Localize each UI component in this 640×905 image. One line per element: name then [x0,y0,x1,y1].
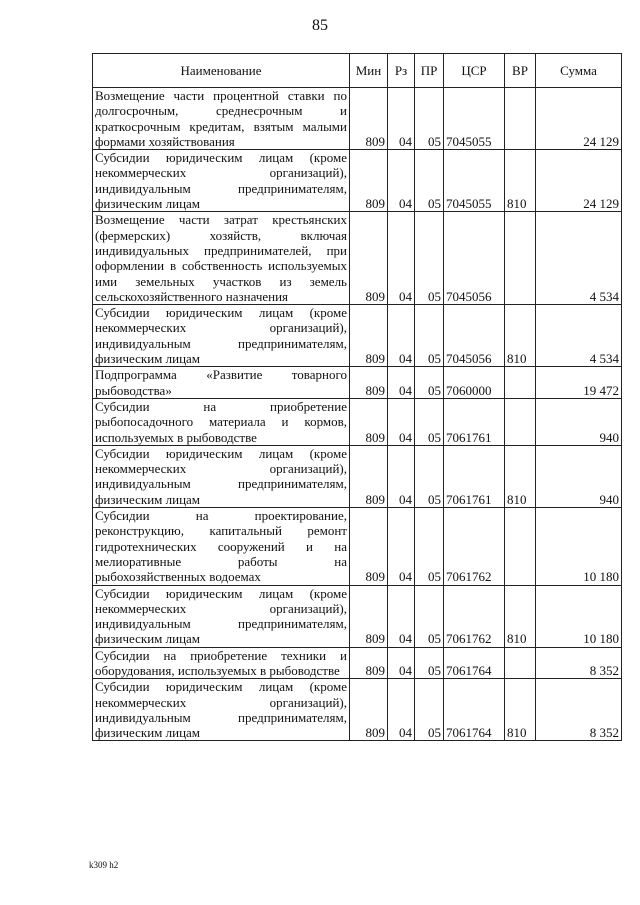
row-vr [505,212,536,305]
row-csr: 7061761 [444,445,505,507]
row-vr [505,88,536,150]
row-min: 809 [350,445,388,507]
row-rz: 04 [388,305,415,367]
header-pr: ПР [415,54,444,88]
table-row [93,305,622,367]
row-csr: 7060000 [444,367,505,399]
table-row [93,212,622,305]
row-name: Субсидии юридическим лицам (кроме некоммерческих организаций), индивидуальным предпринимателям, физическим лицам [93,150,350,212]
row-min: 809 [350,679,388,741]
row-rz: 04 [388,150,415,212]
row-min: 809 [350,585,388,647]
row-csr: 7045056 [444,305,505,367]
row-csr: 7061764 [444,647,505,679]
row-csr: 7045055 [444,150,505,212]
row-vr [505,647,536,679]
header-min: Мин [350,54,388,88]
row-sum: 4 534 [536,212,622,305]
row-sum: 8 352 [536,647,622,679]
row-vr: 810 [505,445,536,507]
row-csr: 7061762 [444,508,505,585]
row-pr: 05 [415,445,444,507]
row-pr: 05 [415,398,444,445]
row-name: Возмещение части процентной ставки по долгосрочным, среднесрочным и краткосрочным кредитам, взятым малыми формами хозяйствования [93,88,350,150]
row-vr: 810 [505,679,536,741]
row-vr: 810 [505,150,536,212]
row-sum: 940 [536,398,622,445]
row-pr: 05 [415,88,444,150]
row-pr: 05 [415,150,444,212]
row-min: 809 [350,398,388,445]
row-rz: 04 [388,508,415,585]
row-pr: 05 [415,508,444,585]
row-sum: 8 352 [536,679,622,741]
row-min: 809 [350,305,388,367]
footer-code: k309 h2 [89,860,119,870]
table-row [93,398,622,445]
row-pr: 05 [415,647,444,679]
table-row [93,679,622,741]
row-pr: 05 [415,367,444,399]
row-vr [505,367,536,399]
row-min: 809 [350,508,388,585]
row-min: 809 [350,88,388,150]
row-sum: 940 [536,445,622,507]
header-name: Наименование [93,54,350,88]
row-sum: 10 180 [536,585,622,647]
row-csr: 7045056 [444,212,505,305]
table-row [93,445,622,507]
row-pr: 05 [415,585,444,647]
row-vr [505,398,536,445]
row-csr: 7061764 [444,679,505,741]
row-name: Субсидии юридическим лицам (кроме некоммерческих организаций), индивидуальным предпринимателям, физическим лицам [93,585,350,647]
row-vr: 810 [505,305,536,367]
row-rz: 04 [388,88,415,150]
row-csr: 7045055 [444,88,505,150]
table-row [93,88,622,150]
row-vr: 810 [505,585,536,647]
row-min: 809 [350,150,388,212]
row-name: Субсидии на приобретение рыбопосадочного материала и кормов, используемых в рыбоводстве [93,398,350,445]
row-rz: 04 [388,585,415,647]
row-pr: 05 [415,212,444,305]
row-pr: 05 [415,305,444,367]
row-rz: 04 [388,445,415,507]
row-sum: 24 129 [536,150,622,212]
table-row [93,508,622,585]
row-csr: 7061761 [444,398,505,445]
row-name: Субсидии на проектирование, реконструкцию, капитальный ремонт гидротехнических сооружений и на мелиоративные работы на рыбохозяйственных водоемах [93,508,350,585]
header-rz: Рз [388,54,415,88]
row-rz: 04 [388,679,415,741]
row-rz: 04 [388,398,415,445]
row-name: Субсидии юридическим лицам (кроме некоммерческих организаций), индивидуальным предпринимателям, физическим лицам [93,679,350,741]
table-row [93,150,622,212]
row-name: Субсидии юридическим лицам (кроме некоммерческих организаций), индивидуальным предпринимателям, физическим лицам [93,445,350,507]
table-row [93,367,622,399]
row-sum: 19 472 [536,367,622,399]
row-rz: 04 [388,647,415,679]
row-rz: 04 [388,212,415,305]
row-name: Подпрограмма «Развитие товарного рыбоводства» [93,367,350,399]
row-min: 809 [350,647,388,679]
row-sum: 4 534 [536,305,622,367]
header-sum: Сумма [536,54,622,88]
row-min: 809 [350,212,388,305]
row-csr: 7061762 [444,585,505,647]
table-header-row [93,54,622,88]
table-row [93,647,622,679]
row-rz: 04 [388,367,415,399]
header-csr: ЦСР [444,54,505,88]
row-name: Субсидии юридическим лицам (кроме некоммерческих организаций), индивидуальным предпринимателям, физическим лицам [93,305,350,367]
row-pr: 05 [415,679,444,741]
page-number: 85 [312,17,328,34]
row-sum: 10 180 [536,508,622,585]
budget-table [92,53,622,741]
header-vr: ВР [505,54,536,88]
row-sum: 24 129 [536,88,622,150]
table-row [93,585,622,647]
row-vr [505,508,536,585]
row-min: 809 [350,367,388,399]
row-name: Субсидии на приобретение техники и оборудования, используемых в рыбоводстве [93,647,350,679]
row-name: Возмещение части затрат крестьянских (фермерских) хозяйств, включая индивидуальных предпринимателей, при оформлении в собственность используемых ими земельных участков из земель сельскохозяйственного назначения [93,212,350,305]
